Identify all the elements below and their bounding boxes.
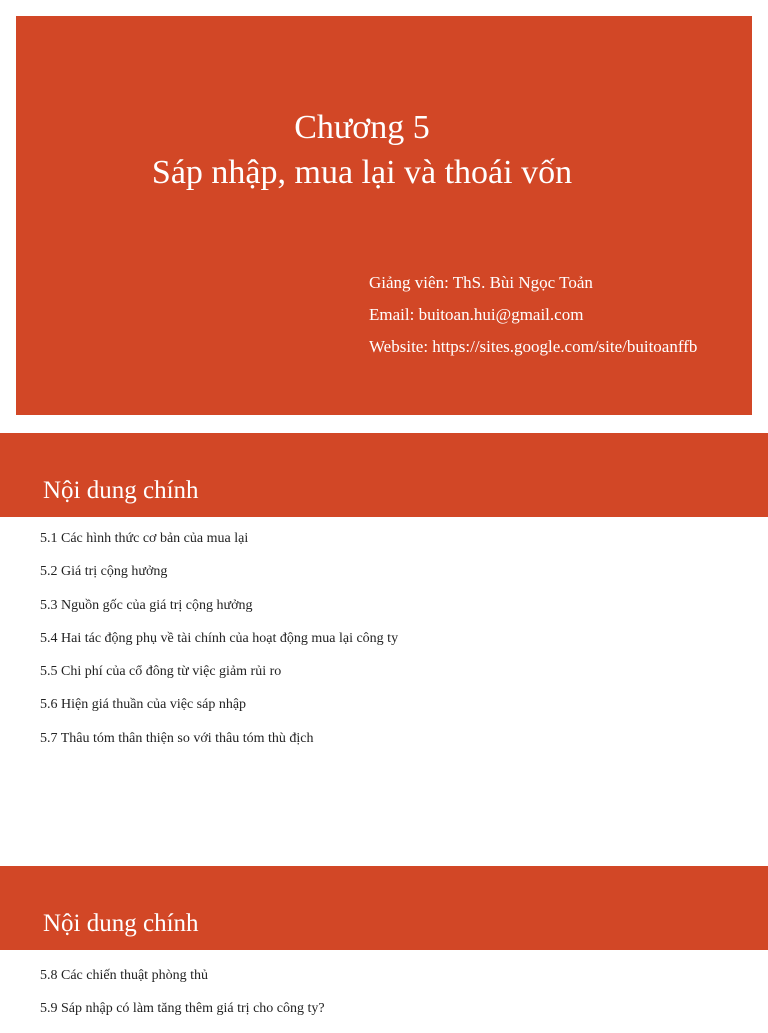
- list-item: 5.2 Giá trị cộng hưởng: [40, 564, 168, 580]
- lecturer-info: [369, 267, 697, 363]
- list-item: 5.9 Sáp nhập có làm tăng thêm giá trị cho công ty?: [40, 1001, 325, 1017]
- chapter-title: Chương 5: [294, 109, 430, 146]
- list-item: 5.5 Chi phí của cổ đông từ việc giảm rủi ro: [40, 664, 282, 680]
- lecturer-website: Website: https://sites.google.com/site/buitoanffb: [369, 337, 698, 356]
- slide-two-header: [0, 433, 768, 517]
- title-slide: [16, 16, 752, 415]
- list-item: 5.1 Các hình thức cơ bản của mua lại: [40, 531, 249, 546]
- list-item: 5.8 Các chiến thuật phòng thủ: [40, 968, 208, 983]
- list-item: 5.7 Thâu tóm thân thiện so với thâu tóm thù địch: [40, 730, 314, 746]
- list-item: 5.3 Nguồn gốc của giá trị cộng hưởng: [40, 597, 253, 613]
- lecturer-name: Giảng viên: ThS. Bùi Ngọc Toản: [369, 273, 593, 292]
- list-item: 5.4 Hai tác động phụ về tài chính của hoạt động mua lại công ty: [40, 630, 399, 646]
- lecturer-email: Email: buitoan.hui@gmail.com: [369, 305, 584, 324]
- list-item: 5.6 Hiện giá thuần của việc sáp nhập: [40, 697, 247, 713]
- slide-two-heading: Nội dung chính: [43, 477, 199, 504]
- slide-three-content-list: [40, 966, 325, 1033]
- chapter-subtitle: Sáp nhập, mua lại và thoái vốn: [151, 154, 573, 191]
- slide-three-header: [0, 866, 768, 950]
- slide-two-content-list: [40, 529, 398, 762]
- slide-three-heading: Nội dung chính: [43, 910, 199, 937]
